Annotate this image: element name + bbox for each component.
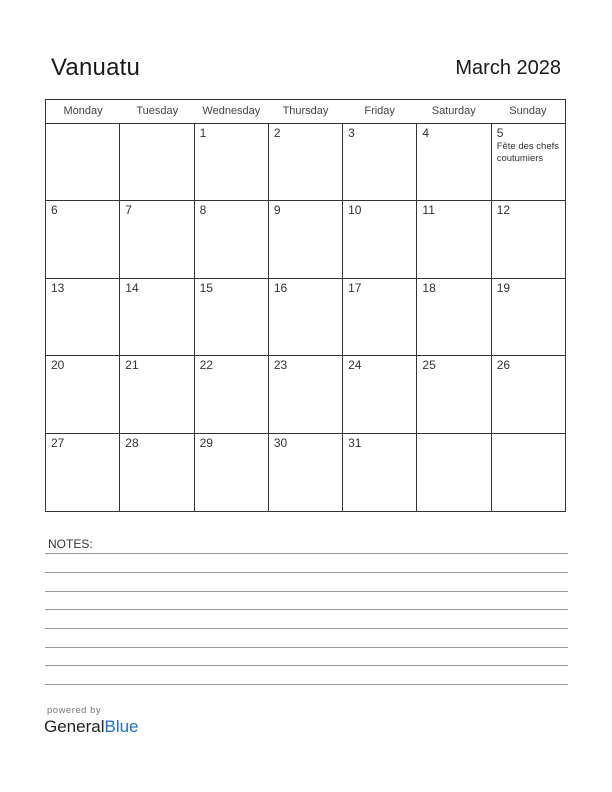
day-cell bbox=[417, 356, 491, 432]
week-row-1 bbox=[46, 124, 565, 201]
day-cell bbox=[269, 434, 343, 511]
date-number: 30 bbox=[273, 435, 288, 450]
day-cell bbox=[195, 356, 269, 432]
date-number: 31 bbox=[348, 435, 362, 450]
day-cell bbox=[269, 201, 343, 277]
date-number: 6 bbox=[51, 203, 58, 218]
day-cell bbox=[195, 434, 269, 511]
day-cell bbox=[343, 124, 417, 200]
day-cell bbox=[269, 124, 343, 200]
note-line bbox=[45, 628, 568, 629]
day-cell bbox=[343, 279, 417, 355]
brand-general: General bbox=[44, 717, 105, 736]
date-number: 14 bbox=[125, 280, 139, 295]
day-cell bbox=[492, 201, 565, 277]
date-number: 22 bbox=[199, 358, 213, 373]
date-number: 3 bbox=[348, 126, 355, 140]
date-number: 1 bbox=[199, 126, 207, 140]
day-cell bbox=[120, 434, 194, 511]
day-cell bbox=[343, 201, 417, 277]
day-cell bbox=[195, 124, 269, 200]
date-number: 15 bbox=[199, 280, 213, 295]
note-line bbox=[45, 684, 568, 685]
week-row-3 bbox=[46, 279, 565, 356]
date-number: 9 bbox=[273, 203, 281, 218]
day-cell bbox=[120, 124, 194, 200]
date-number: 13 bbox=[51, 280, 65, 295]
weekday-monday: Monday bbox=[63, 105, 103, 117]
day-cell bbox=[195, 279, 269, 355]
date-number: 29 bbox=[199, 435, 213, 450]
date-number: 23 bbox=[273, 358, 288, 373]
note-line bbox=[45, 665, 568, 666]
day-cell bbox=[120, 201, 194, 277]
week-row-5 bbox=[46, 434, 565, 511]
date-number: 21 bbox=[125, 358, 139, 373]
date-number: 4 bbox=[422, 126, 430, 140]
date-number: 16 bbox=[273, 280, 288, 295]
month-calendar-grid bbox=[45, 99, 566, 512]
weekday-tuesday: Tuesday bbox=[136, 105, 179, 117]
calendar-month-title: March 2028 bbox=[455, 57, 561, 79]
date-number: 11 bbox=[422, 203, 435, 218]
day-cell bbox=[343, 356, 417, 432]
note-line bbox=[45, 591, 568, 592]
day-cell bbox=[269, 279, 343, 355]
generalblue-logo bbox=[44, 717, 139, 737]
week-row-4 bbox=[46, 356, 565, 433]
date-number: 10 bbox=[348, 203, 362, 218]
day-cell bbox=[269, 356, 343, 432]
weekday-friday: Friday bbox=[364, 105, 395, 117]
day-cell bbox=[46, 201, 120, 277]
date-number: 2 bbox=[273, 126, 281, 140]
day-cell bbox=[492, 124, 565, 200]
note-line bbox=[45, 647, 568, 648]
date-number: 20 bbox=[51, 358, 65, 373]
date-number: 18 bbox=[422, 280, 436, 295]
day-cell bbox=[120, 279, 194, 355]
day-cell bbox=[343, 434, 417, 511]
day-cell bbox=[417, 279, 491, 355]
day-cell bbox=[417, 434, 491, 511]
date-number: 7 bbox=[125, 203, 132, 218]
day-cell bbox=[46, 124, 120, 200]
day-cell bbox=[46, 434, 120, 511]
note-line bbox=[45, 553, 568, 554]
day-cell bbox=[492, 279, 565, 355]
weekday-wednesday: Wednesday bbox=[202, 105, 261, 117]
weekday-saturday: Saturday bbox=[431, 105, 476, 117]
note-line bbox=[45, 572, 568, 573]
holiday-label: Fête des chefs coutumiers bbox=[496, 141, 559, 164]
notes-label: NOTES: bbox=[48, 537, 93, 551]
brand-blue: Blue bbox=[104, 717, 139, 736]
day-cell bbox=[492, 434, 565, 511]
week-row-2 bbox=[46, 201, 565, 278]
day-cell bbox=[417, 124, 491, 200]
date-number: 5 bbox=[496, 126, 504, 140]
weekday-header-row bbox=[46, 100, 565, 124]
date-number: 27 bbox=[51, 435, 65, 450]
calendar-country-title: Vanuatu bbox=[51, 54, 141, 81]
date-number: 28 bbox=[125, 435, 139, 450]
note-line bbox=[45, 609, 568, 610]
weekday-thursday: Thursday bbox=[282, 105, 329, 117]
day-cell bbox=[417, 201, 491, 277]
day-cell bbox=[492, 356, 565, 432]
date-number: 26 bbox=[496, 358, 511, 373]
weekday-sunday: Sunday bbox=[509, 105, 547, 117]
date-number: 17 bbox=[348, 280, 362, 295]
day-cell bbox=[120, 356, 194, 432]
date-number: 19 bbox=[496, 280, 511, 295]
date-number: 24 bbox=[348, 358, 362, 373]
date-number: 25 bbox=[422, 358, 436, 373]
date-number: 12 bbox=[496, 203, 511, 218]
powered-by-text: powered by bbox=[47, 705, 102, 716]
date-number: 8 bbox=[199, 203, 207, 218]
day-cell bbox=[195, 201, 269, 277]
day-cell bbox=[46, 279, 120, 355]
day-cell bbox=[46, 356, 120, 432]
